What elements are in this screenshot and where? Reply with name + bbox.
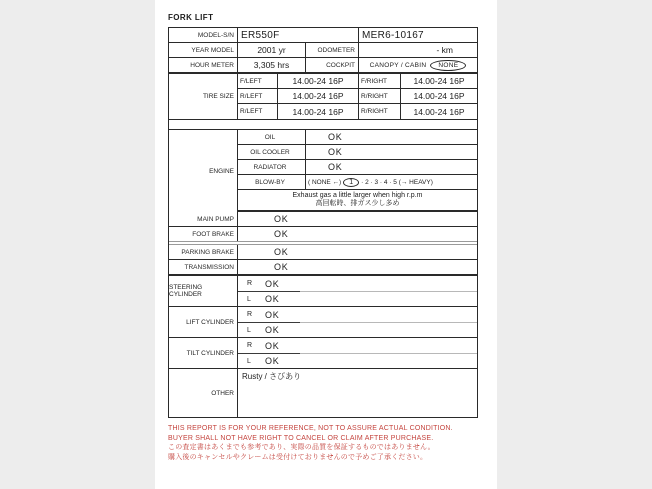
check-label: MAIN PUMP (169, 212, 238, 226)
tire-pos-label: F/RIGHT (359, 74, 401, 88)
right-label: R (247, 311, 253, 318)
status-value: OK (274, 262, 289, 272)
tire-pos-label: F/LEFT (238, 74, 278, 88)
engine-item-label: RADIATOR (238, 160, 306, 174)
section-spacer (169, 120, 477, 130)
tire-pos-label: R/LEFT (238, 89, 278, 103)
status-value: OK (265, 294, 280, 304)
tire-size-value: 14.00-24 16P (278, 74, 359, 88)
tire-size-value: 14.00-24 16P (413, 106, 465, 117)
cylinder-left-row (238, 323, 477, 337)
page-title: FORK LIFT (168, 13, 214, 22)
status-value: OK (328, 162, 343, 172)
right-label: R (247, 342, 253, 349)
blowby-scale-suffix: · 2 · 3 · 4 · 5 (→ HEAVY) (361, 178, 433, 186)
cylinder-left-row (238, 292, 477, 306)
tire-size-value: 14.00-24 16P (413, 76, 465, 86)
check-label: PARKING BRAKE (169, 245, 238, 259)
status-value: OK (274, 247, 289, 257)
year-value: 2001 yr (238, 43, 306, 57)
disclaimer-line: BUYER SHALL NOT HAVE RIGHT TO CANCEL OR CLAIM AFTER PURCHASE. (168, 434, 434, 442)
cylinder-label: LIFT CYLINDER (169, 307, 238, 337)
tire-row (238, 74, 477, 89)
blowby-scale (306, 175, 477, 189)
disclaimer-line: この査定書はあくまでも参考であり、実際の品質を保証するものではありません。 (168, 444, 435, 451)
tire-size-value: 14.00-24 16P (278, 89, 359, 103)
blowby-label: BLOW-BY (238, 175, 306, 189)
other-label: OTHER (169, 369, 238, 417)
right-label: R (247, 280, 253, 287)
disclaimer-line: 購入後のキャンセルやクレームは受付けておりませんので予めご了承ください。 (168, 453, 428, 461)
tire-pos-label: R/RIGHT (359, 104, 401, 119)
other-block (169, 369, 477, 417)
tire-pos-label: R/LEFT (238, 104, 278, 119)
inspection-table (168, 27, 478, 418)
odometer-label: ODOMETER (306, 43, 359, 57)
cockpit-options: CANOPY / CABIN (369, 61, 427, 69)
status-value: OK (265, 356, 280, 366)
cockpit-selected-circle: NONE (430, 60, 466, 71)
check-row-foot-brake (169, 227, 477, 242)
inspection-sheet (155, 0, 497, 489)
tire-size-value: 14.00-24 16P (413, 91, 465, 101)
hour-value: 3,305 hrs (238, 58, 306, 72)
cylinder-right-row (238, 307, 477, 322)
tire-size-label: TIRE SIZE (169, 74, 238, 119)
engine-note (238, 190, 477, 212)
tire-pos-label: R/RIGHT (359, 89, 401, 103)
check-label: TRANSMISSION (169, 260, 238, 274)
status-value: OK (265, 309, 280, 320)
engine-item-label: OIL COOLER (238, 145, 306, 159)
check-row-transmission (169, 260, 477, 276)
engine-row-oil (238, 130, 477, 145)
status-value: OK (328, 147, 343, 157)
left-label: L (247, 326, 251, 334)
engine-block (169, 130, 477, 212)
tire-row (238, 89, 477, 104)
cylinder-left-row (238, 354, 477, 368)
tire-size-value: 14.00-24 16P (278, 104, 359, 119)
lift-cylinder-block (169, 307, 477, 338)
cockpit-value (359, 58, 477, 72)
engine-item-label: OIL (238, 130, 306, 144)
cylinder-right-row (238, 276, 477, 291)
year-row (169, 43, 477, 58)
check-row-main-pump (169, 212, 477, 227)
left-label: L (247, 295, 251, 303)
status-value: OK (328, 132, 343, 142)
cockpit-label: COCKPIT (306, 58, 359, 72)
engine-row-oil-cooler (238, 145, 477, 160)
left-label: L (247, 357, 251, 365)
hour-row (169, 58, 477, 74)
cylinder-right-row (238, 338, 477, 353)
other-value: Rusty / さびあり (242, 372, 302, 381)
engine-note-en: Exhaust gas a little larger when high r.p.m (292, 192, 423, 199)
steering-cylinder-block (169, 276, 477, 307)
check-label: FOOT BRAKE (169, 227, 238, 241)
disclaimer-line: THIS REPORT IS FOR YOUR REFERENCE, NOT TO ASSURE ACTUAL CONDITION. (168, 425, 453, 432)
odometer-value: - km (436, 45, 453, 55)
tilt-cylinder-block (169, 338, 477, 369)
blowby-selected-circle: 1 (343, 178, 359, 187)
model-row (169, 28, 477, 43)
year-label: YEAR MODEL (169, 43, 238, 57)
status-value: OK (265, 325, 280, 335)
check-row-parking-brake (169, 245, 477, 260)
model-value: ER550F (238, 28, 359, 42)
status-value: OK (274, 214, 289, 224)
model-label: MODEL-S/N (169, 28, 238, 42)
hour-label: HOUR METER (169, 58, 238, 72)
engine-note-jp: 高回転時、排ガス少し多め (315, 200, 400, 207)
status-value: OK (265, 340, 280, 351)
blowby-scale-prefix: ( NONE ←) (308, 178, 342, 186)
serial-value: MER6-10167 (362, 29, 424, 41)
status-value: OK (274, 229, 289, 239)
engine-row-radiator (238, 160, 477, 175)
disclaimer (168, 424, 498, 462)
engine-label: ENGINE (169, 130, 238, 212)
tire-row (238, 104, 477, 119)
cylinder-label: TILT CYLINDER (169, 338, 238, 368)
status-value: OK (265, 278, 280, 289)
engine-row-blowby (238, 175, 477, 190)
cylinder-label: STEERING CYLINDER (169, 276, 238, 306)
tire-size-block (169, 74, 477, 120)
